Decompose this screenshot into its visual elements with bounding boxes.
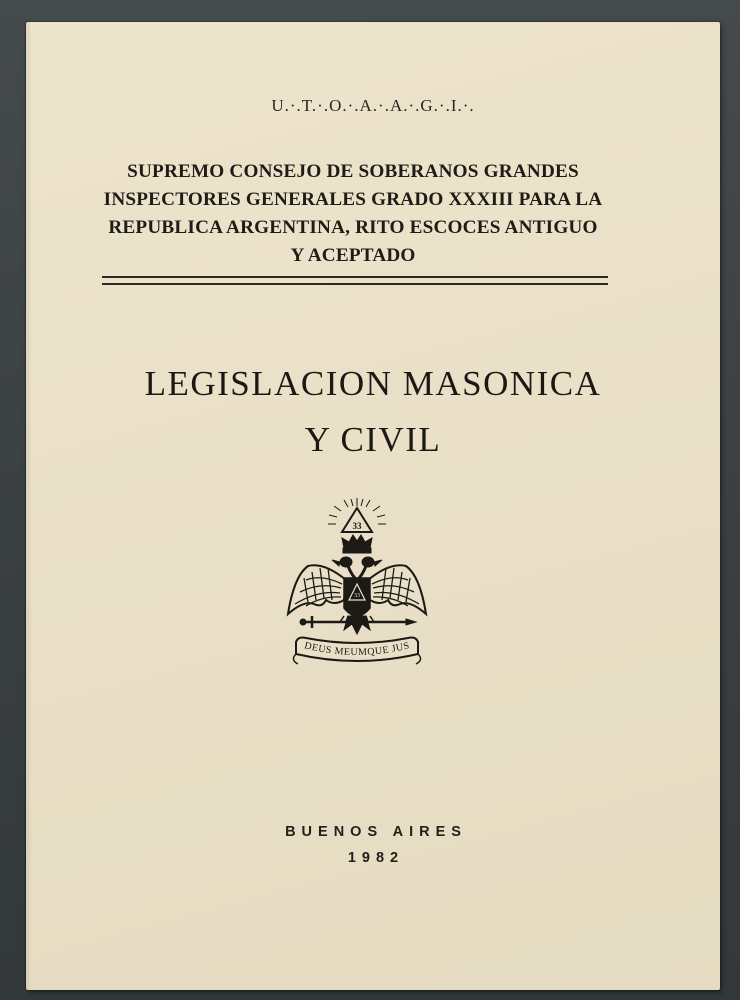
cover-spine-shade — [26, 22, 32, 990]
council-line: REPUBLICA ARGENTINA, RITO ESCOCES ANTIGUO — [108, 217, 598, 238]
book-title-line-2: Y CIVIL — [304, 420, 442, 459]
publication-year: 1982 — [347, 850, 405, 866]
svg-text:33: 33 — [354, 593, 360, 599]
council-heading — [98, 158, 608, 270]
council-line: INSPECTORES GENERALES GRADO XXXIII PARA LA — [103, 189, 603, 210]
double-rule-top — [102, 276, 608, 278]
double-rule-bottom — [102, 283, 608, 285]
publication-city: BUENOS AIRES — [285, 824, 467, 840]
double-headed-eagle-icon — [286, 496, 428, 680]
book-cover — [26, 22, 720, 990]
council-line: Y ACEPTADO — [290, 245, 416, 266]
council-line: SUPREMO CONSEJO DE SOBERANOS GRANDES — [127, 161, 579, 182]
book-title-line-1: LEGISLACION MASONICA — [144, 364, 602, 403]
masonic-abbreviation: U.·.T.·.O.·.A.·.A.·.G.·.I.·. — [271, 96, 475, 115]
svg-text:33: 33 — [352, 521, 362, 531]
emblem-motto: DEUS MEUMQUE JUS — [303, 640, 411, 659]
